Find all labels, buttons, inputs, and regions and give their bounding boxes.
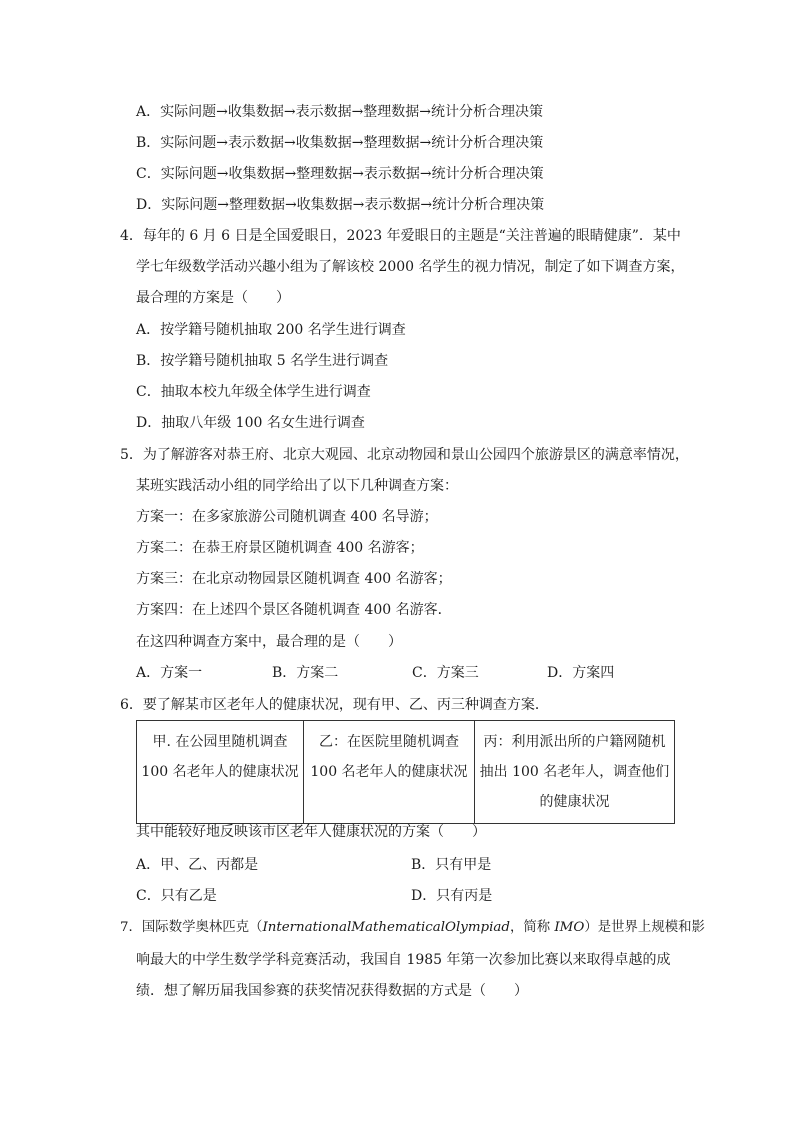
q6-option-b: B．只有甲是 (411, 857, 492, 873)
q5-stem-line-2: 某班实践活动小组的同学给出了以下几种调查方案： (136, 478, 458, 494)
q4-option-b: B．按学籍号随机抽取 5 名学生进行调查 (136, 353, 389, 369)
q4-stem-line-2: 学七年级数学活动兴趣小组为了解该校 2000 名学生的视力情况，制定了如下调查方案， (136, 259, 685, 275)
q7-line1-suffix: ）是世界上规模和影 (584, 920, 705, 935)
q4-option-c: C．抽取本校九年级全体学生进行调查 (136, 384, 371, 400)
q6-plan-table (136, 720, 675, 824)
q7-stem-line-2: 响最大的中学生数学学科竞赛活动，我国自 1985 年第一次参加比赛以来取得卓越的成 (136, 952, 671, 968)
q4-option-a: A．按学籍号随机抽取 200 名学生进行调查 (136, 322, 406, 338)
q7-stem-line-1 (120, 918, 705, 938)
q6-option-a: A．甲、乙、丙都是 (136, 857, 259, 873)
q6-plan-jia: 甲. 在公园里随机调查 100 名老年人的健康状况 (137, 721, 304, 824)
q3-option-a: A．实际问题→收集数据→表示数据→整理数据→统计分析合理决策 (136, 104, 544, 120)
q5-plan-3: 方案三：在北京动物园景区随机调查 400 名游客； (136, 571, 452, 587)
q3-option-c: C．实际问题→收集数据→整理数据→表示数据→统计分析合理决策 (136, 166, 544, 182)
q7-line1-prefix: 7．国际数学奥林匹克（ (120, 920, 263, 935)
q6-option-d: D．只有丙是 (411, 888, 493, 904)
q5-option-b: B．方案二 (272, 665, 339, 681)
q6-option-c: C．只有乙是 (136, 888, 217, 904)
q5-plan-1: 方案一：在多家旅游公司随机调查 400 名导游； (136, 509, 438, 525)
q7-imo-abbrev: IMO (554, 920, 585, 935)
q6-stem: 6．要了解某市区老年人的健康状况，现有甲、乙、丙三种调查方案． (120, 697, 549, 713)
q5-option-a: A．方案一 (136, 665, 203, 681)
q6-question: 其中能较好地反映该市区老年人健康状况的方案（ ） (136, 824, 486, 840)
q4-stem-line-3: 最合理的方案是（ ） (136, 290, 290, 306)
q7-olympiad-name: InternationalMathematicalOlympiad (262, 920, 510, 935)
q5-question: 在这四种调查方案中，最合理的是（ ） (136, 634, 402, 650)
q3-option-b: B．实际问题→表示数据→收集数据→整理数据→统计分析合理决策 (136, 135, 544, 151)
q7-stem-line-3: 绩．想了解历届我国参赛的获奖情况获得数据的方式是（ ） (136, 983, 528, 999)
q5-plan-2: 方案二：在恭王府景区随机调查 400 名游客； (136, 540, 424, 556)
q3-option-d: D．实际问题→整理数据→收集数据→表示数据→统计分析合理决策 (136, 197, 545, 213)
q7-line1-mid: ，简称 (509, 920, 555, 935)
q6-plan-row (137, 721, 675, 824)
q4-stem-line-1: 4．每年的 6 月 6 日是全国爱眼日，2023 年爱眼日的主题是“关注普遍的眼睛健康”．某中 (120, 228, 681, 244)
q5-option-c: C．方案三 (412, 665, 479, 681)
q4-option-d: D．抽取八年级 100 名女生进行调查 (136, 415, 365, 431)
q5-stem-line-1: 5．为了解游客对恭王府、北京大观园、北京动物园和景山公园四个旅游景区的满意率情况， (120, 447, 689, 463)
q6-plan-yi: 乙：在医院里随机调查 100 名老年人的健康状况 (304, 721, 475, 824)
q5-plan-4: 方案四：在上述四个景区各随机调查 400 名游客． (136, 602, 452, 618)
q6-plan-bing: 丙：利用派出所的户籍网随机抽出 100 名老年人，调查他们的健康状况 (474, 721, 674, 824)
q5-option-d: D．方案四 (547, 665, 615, 681)
